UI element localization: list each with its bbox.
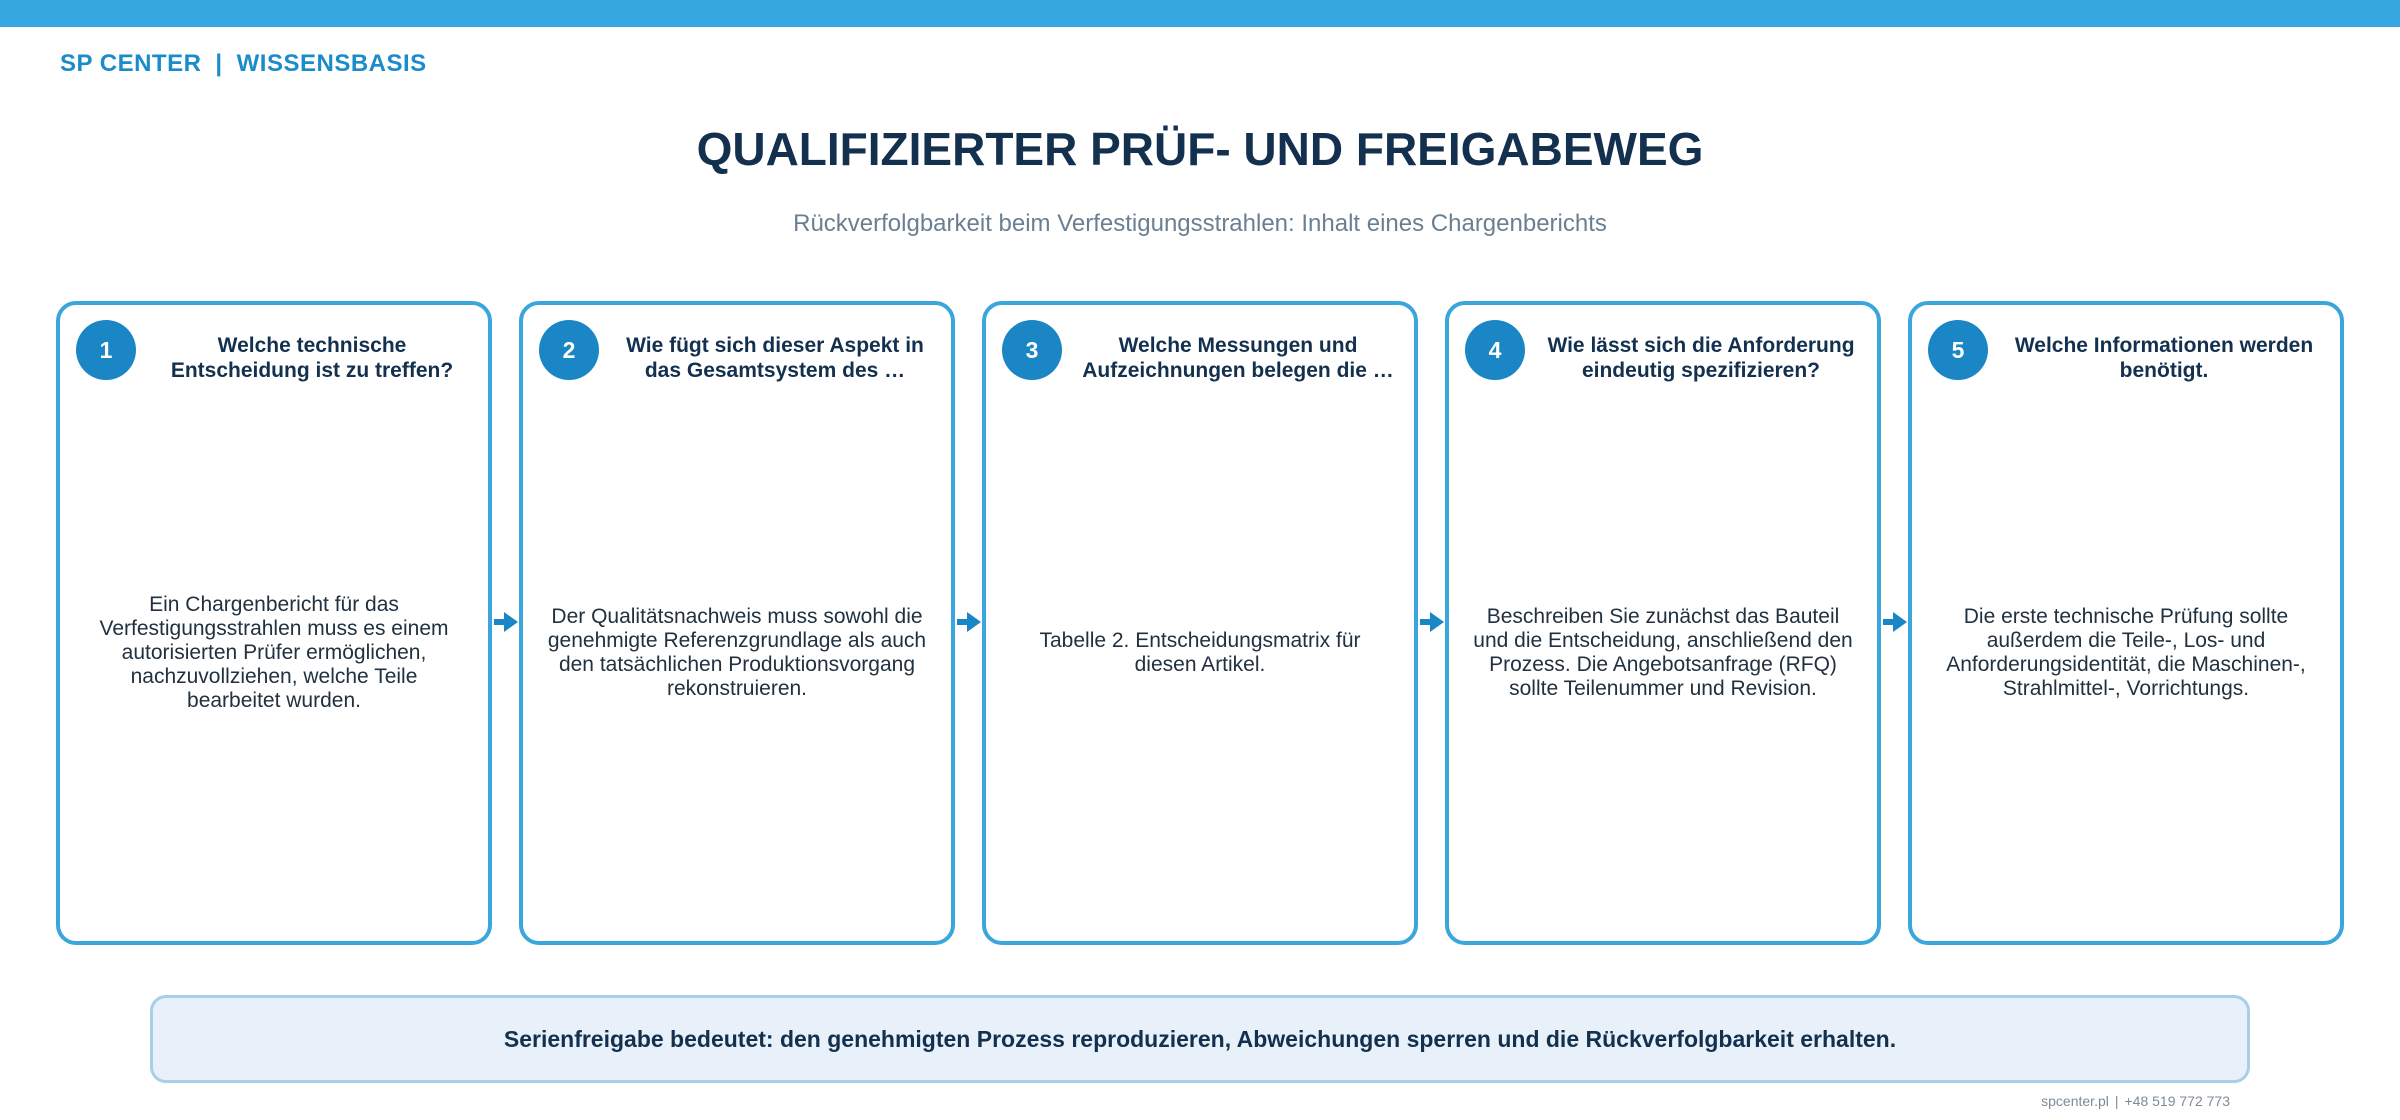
step-card-4 <box>1445 301 1881 945</box>
step-title: Welche technische Entscheidung ist zu treffen? <box>170 334 454 382</box>
step-card-3 <box>982 301 1418 945</box>
summary-banner <box>150 995 2250 1083</box>
step-body <box>1934 389 2318 917</box>
arrow-right-icon <box>957 610 983 634</box>
arrow-right-icon <box>494 610 520 634</box>
step-body-text: Die erste technische Prüfung sollte außerdem die Teile-, Los- und Anforderungsidentität, die Maschinen-, Strahlmittel-, Vorrichtungs. <box>1946 605 2306 700</box>
step-number-badge: 1 <box>76 320 136 380</box>
brand-separator: | <box>215 50 223 77</box>
step-card-5 <box>1908 301 2344 945</box>
step-body-text: Ein Chargenbericht für das Verfestigungsstrahlen muss es einem autorisierten Prüfer ermöglichen, nachzuvollziehen, welche Teile bearbeitet wurden. <box>99 593 449 712</box>
footer-website: spcenter.pl <box>2041 1093 2109 1109</box>
step-title: Wie lässt sich die Anforderung eindeutig spezifizieren? <box>1547 334 1855 382</box>
footer-phone: +48 519 772 773 <box>2124 1093 2230 1109</box>
brand-header <box>60 50 427 78</box>
step-card-header <box>72 319 476 387</box>
footer-separator: | <box>2114 1093 2119 1109</box>
top-accent-bar <box>0 0 2400 27</box>
step-body <box>82 389 466 917</box>
step-card-header <box>1924 319 2328 387</box>
brand-section: WISSENSBASIS <box>236 50 427 77</box>
footer-contact <box>2030 1093 2230 1109</box>
brand-name: SP CENTER <box>60 50 202 77</box>
step-body-text: Der Qualitätsnachweis muss sowohl die genehmigte Referenzgrundlage als auch den tatsächlichen Produktionsvorgang rekonstruieren. <box>547 605 927 700</box>
step-card-header <box>998 319 1402 387</box>
step-number-badge: 5 <box>1928 320 1988 380</box>
step-title: Welche Informationen werden benötigt. <box>2014 334 2314 382</box>
step-body-text: Beschreiben Sie zunächst das Bauteil und die Entscheidung, anschließend den Prozess. Die Angebotsanfrage (RFQ) sollte Teilenummer und Revision. <box>1473 605 1853 700</box>
page-subtitle: Rückverfolgbarkeit beim Verfestigungsstrahlen: Inhalt eines Chargenberichts <box>793 210 1607 237</box>
step-body <box>1008 389 1392 917</box>
step-number-badge: 2 <box>539 320 599 380</box>
page-title: QUALIFIZIERTER PRÜF- UND FREIGABEWEG <box>696 123 1704 175</box>
step-card-1 <box>56 301 492 945</box>
step-card-header <box>535 319 939 387</box>
step-number-badge: 3 <box>1002 320 1062 380</box>
step-body <box>545 389 929 917</box>
step-title: Wie fügt sich dieser Aspekt in das Gesamtsystem des … <box>626 334 924 382</box>
step-card-2 <box>519 301 955 945</box>
step-body-text: Tabelle 2. Entscheidungsmatrix für diesen Artikel. <box>1039 629 1361 676</box>
step-title: Welche Messungen und Aufzeichnungen belegen die … <box>1082 334 1394 382</box>
step-number-badge: 4 <box>1465 320 1525 380</box>
step-card-header <box>1461 319 1865 387</box>
summary-banner-text: Serienfreigabe bedeutet: den genehmigten Prozess reproduzieren, Abweichungen sperren und die Rückverfolgbarkeit erhalten. <box>503 1025 1897 1052</box>
arrow-right-icon <box>1883 610 1909 634</box>
arrow-right-icon <box>1420 610 1446 634</box>
step-body <box>1471 389 1855 917</box>
